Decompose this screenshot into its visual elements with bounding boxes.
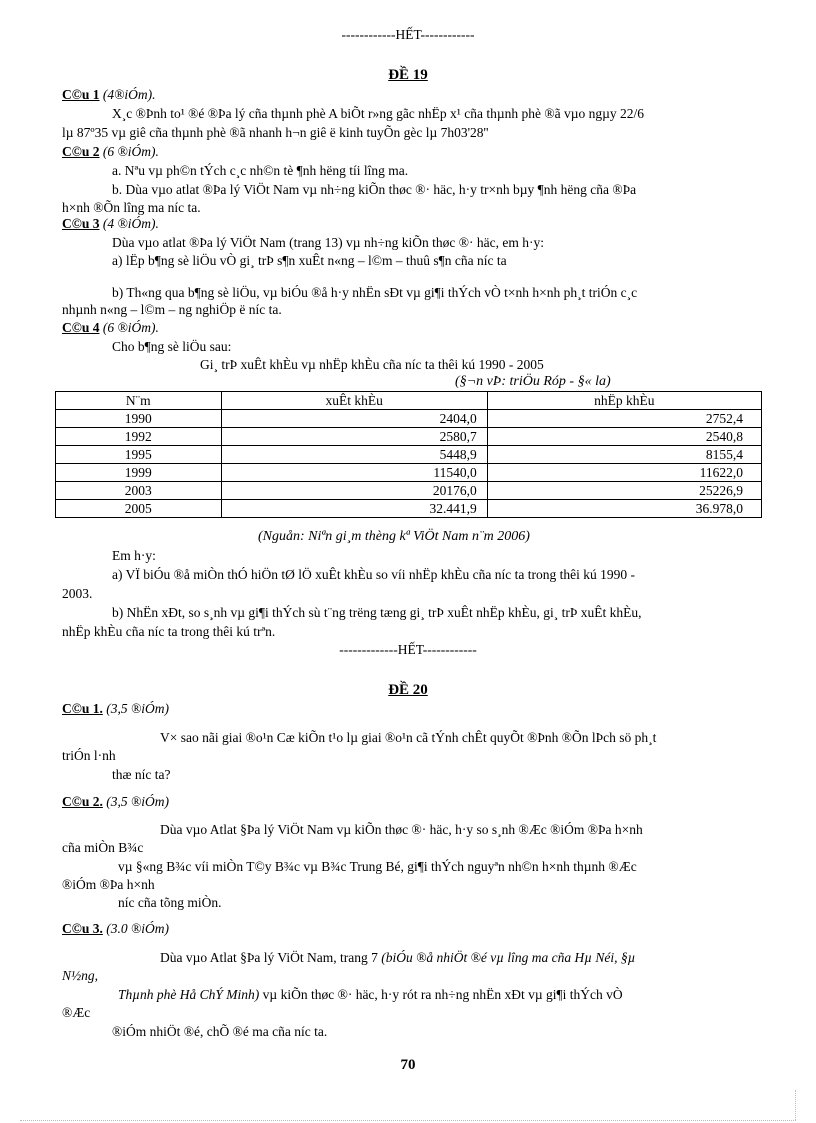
de20-q2-line4: ®iÓm ®Þa h×nh: [62, 877, 155, 892]
de19-q4-request: Em h·y:: [112, 548, 156, 563]
table-row: [56, 410, 762, 428]
page-number: 70: [400, 1057, 416, 1073]
table-unit: (§¬n vÞ: triÖu Róp - §« la): [455, 374, 611, 389]
de19-q4-line4: nhËp khÈu cña níc ta trong thêi kú trªn.: [62, 624, 276, 639]
question-label: C©u 3.: [62, 921, 103, 936]
question-points: (4®iÓm).: [102, 87, 156, 102]
cell-year: 1990: [56, 410, 222, 428]
de20-q2-line5: níc cña tõng miÒn.: [118, 895, 222, 910]
column-header-export: xuÊt khÈu: [221, 392, 487, 410]
cell-import: 2540,8: [487, 428, 761, 446]
de20-q3-line4: ®Æc: [62, 1005, 91, 1020]
question-points: (6 ®iÓm).: [102, 144, 159, 159]
cell-import: 25226,9: [487, 482, 761, 500]
de19-q1-line2: lµ 87º35 vµ giê cña thµnh phè ®ã nhanh h¬n giê ë kinh tuyÕn gèc lµ 7h03'28'': [62, 125, 489, 140]
end-marker-de19: -------------HẾT------------: [339, 642, 477, 657]
table-source: (Nguån: Niªn gi¸m thèng kª ViÖt Nam n¨m 2006): [258, 529, 530, 544]
de20-q2-header: [62, 794, 169, 810]
de19-q3-header: [62, 216, 159, 232]
de19-q2-line3: h×nh ®Õn lîng ma níc ta.: [62, 200, 201, 215]
de19-title: ĐỀ 19: [388, 67, 428, 83]
de20-q3-line1-text: Dùa vµo Atlat §Þa lý ViÖt Nam, trang 7: [160, 950, 382, 965]
cell-year: 1999: [56, 464, 222, 482]
table-row: [56, 464, 762, 482]
question-points: (6 ®iÓm).: [102, 320, 159, 335]
de20-q3-line3: [118, 987, 623, 1003]
question-points: (3,5 ®iÓm): [106, 701, 169, 716]
cell-export: 32.441,9: [221, 500, 487, 518]
cell-year: 1992: [56, 428, 222, 446]
column-header-import: nhËp khÈu: [487, 392, 761, 410]
question-label: C©u 2.: [62, 794, 103, 809]
question-label: C©u 2: [62, 144, 100, 159]
de20-q2-line2: cña miÒn B¾c: [62, 840, 144, 855]
de20-title: ĐỀ 20: [388, 682, 428, 698]
cell-export: 2404,0: [221, 410, 487, 428]
cell-export: 5448,9: [221, 446, 487, 464]
export-import-table: [55, 391, 762, 518]
de19-q1-line1: X¸c ®Þnh to¹ ®é ®Þa lý cña thµnh phè A biÕt r»ng gãc nhËp x¹ cña thµnh phè ®ã vµo ngµy 22/6: [112, 106, 645, 121]
cell-export: 20176,0: [221, 482, 487, 500]
cell-year: 2005: [56, 500, 222, 518]
cell-export: 2580,7: [221, 428, 487, 446]
de20-q3-line1-italic: (biÓu ®å nhiÖt ®é vµ lîng ma cña Hµ Néi, §µ: [381, 950, 636, 965]
table-row: [56, 482, 762, 500]
de19-q2-header: [62, 144, 159, 160]
question-points: (3.0 ®iÓm): [106, 921, 169, 936]
de20-q1-line3: thæ níc ta?: [112, 767, 171, 782]
question-points: (4 ®iÓm).: [102, 216, 159, 231]
page-border-bottom: [20, 1120, 796, 1121]
de20-q2-line3: vµ §«ng B¾c víi miÒn T©y B¾c vµ B¾c Trung Bé, gi¶i thÝch nguyªn nh©n h×nh thµnh ®Æc: [118, 859, 637, 874]
de20-q1-header: [62, 701, 169, 717]
table-row: [56, 500, 762, 518]
de19-q4-line2: 2003.: [62, 586, 93, 601]
cell-import: 36.978,0: [487, 500, 761, 518]
question-label: C©u 3: [62, 216, 100, 231]
cell-year: 1995: [56, 446, 222, 464]
table-row: [56, 446, 762, 464]
de20-q3-line3-text: vµ kiÕn thøc ®· häc, h·y rót ra nh÷ng nhËn xÐt vµ gi¶i thÝch vÒ: [259, 987, 623, 1002]
table-row: [56, 428, 762, 446]
table-title: Gi¸ trÞ xuÊt khÈu vµ nhËp khÈu cña níc ta thêi kú 1990 - 2005: [200, 357, 544, 372]
cell-import: 2752,4: [487, 410, 761, 428]
de20-q3-line2: N½ng,: [62, 968, 99, 983]
de20-q3-line5: ®iÓm nhiÖt ®é, chÕ ®é ma cña níc ta.: [112, 1024, 328, 1039]
de19-q3-line4: nhµnh n«ng – l©m – ng nghiÖp ë níc ta.: [62, 302, 282, 317]
cell-import: 11622,0: [487, 464, 761, 482]
question-label: C©u 1: [62, 87, 100, 102]
de19-q2-line1: a. Nªu vµ ph©n tÝch c¸c nh©n tè ¶nh hëng tíi lîng ma.: [112, 163, 409, 178]
de19-q4-header: [62, 320, 159, 336]
end-marker-top: ------------HẾT------------: [341, 27, 475, 42]
de20-q3-header: [62, 921, 169, 937]
table-header-row: [56, 392, 762, 410]
de20-q1-line1: V× sao nãi giai ®o¹n Cæ kiÕn t¹o lµ giai ®o¹n cã tÝnh chÊt quyÕt ®Þnh ®Õn lÞch sö ph¸t: [160, 730, 657, 745]
de19-q4-line1: a) VÏ biÓu ®å miÒn thÓ hiÖn tØ lÖ xuÊt khÈu so víi nhËp khÈu cña níc ta trong thêi kú 1990 -: [112, 567, 635, 582]
cell-export: 11540,0: [221, 464, 487, 482]
cell-year: 2003: [56, 482, 222, 500]
de19-q3-line2: a) lËp b¶ng sè liÖu vÒ gi¸ trÞ s¶n xuÊt n«ng – l©m – thuû s¶n cña níc ta: [112, 253, 507, 268]
de19-q3-line3: b) Th«ng qua b¶ng sè liÖu, vµ biÓu ®å h·y nhËn sÐt vµ gi¶i thÝch vÒ t×nh h×nh ph¸t triÓn c¸c: [112, 285, 638, 300]
de20-q2-line1: Dùa vµo Atlat §Þa lý ViÖt Nam vµ kiÕn thøc ®· häc, h·y so s¸nh ®Æc ®iÓm ®Þa h×nh: [160, 822, 643, 837]
de19-q1-header: [62, 87, 155, 103]
de19-q4-line3: b) NhËn xÐt, so s¸nh vµ gi¶i thÝch sù t¨ng trëng tæng gi¸ trÞ xuÊt nhËp khÈu, gi¸ trÞ xuÊt khÈu,: [112, 605, 642, 620]
de20-q3-line3-italic: Thµnh phè Hå ChÝ Minh): [118, 987, 260, 1002]
de19-q2-line2: b. Dùa vµo atlat ®Þa lý ViÖt Nam vµ nh÷ng kiÕn thøc ®· häc, h·y tr×nh bµy ¶nh hëng cña ®Þa: [112, 182, 637, 197]
de20-q3-line1: [160, 950, 635, 966]
cell-import: 8155,4: [487, 446, 761, 464]
page-border-corner: [795, 1090, 796, 1120]
question-label: C©u 4: [62, 320, 100, 335]
de20-q1-line2: triÓn l·nh: [62, 748, 116, 763]
de19-q4-intro: Cho b¶ng sè liÖu sau:: [112, 339, 232, 354]
question-points: (3,5 ®iÓm): [106, 794, 169, 809]
de19-q3-line1: Dùa vµo atlat ®Þa lý ViÖt Nam (trang 13) vµ nh÷ng kiÕn thøc ®· häc, em h·y:: [112, 235, 544, 250]
column-header-year: N¨m: [56, 392, 222, 410]
question-label: C©u 1.: [62, 701, 103, 716]
